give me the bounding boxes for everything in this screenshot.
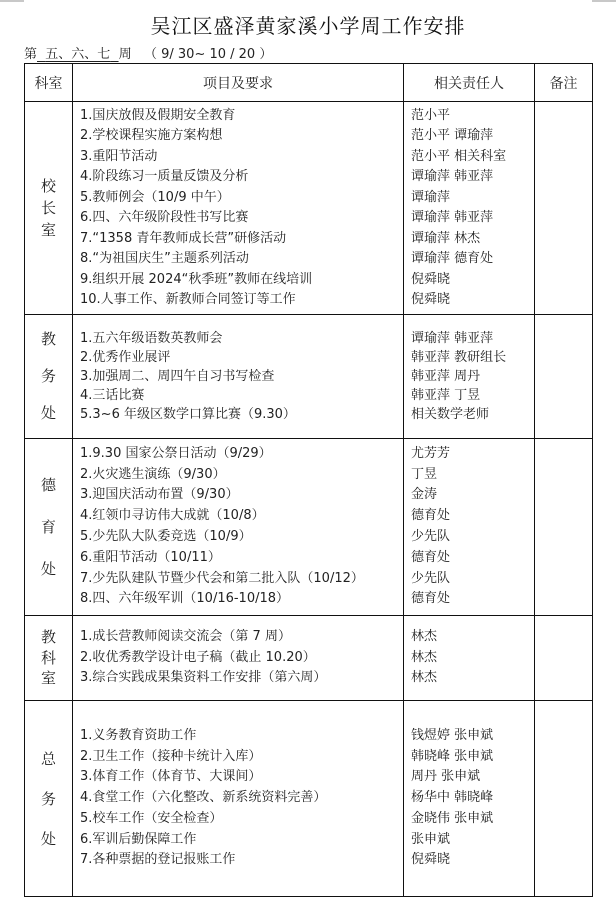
item: 2.火灾逃生演练（9/30） bbox=[80, 466, 226, 482]
responsible: 金晓伟 张申斌 bbox=[411, 810, 494, 826]
item: 3.综合实践成果集资料工作安排（第六周） bbox=[80, 670, 327, 686]
item: 5.教师例会（10/9 中午） bbox=[80, 189, 230, 205]
item: 3.加强周二、周四午自习书写检查 bbox=[80, 369, 275, 384]
responsible-cell bbox=[404, 701, 535, 897]
item: 7.少先队建队节暨少代会和第二批入队（10/12） bbox=[80, 570, 364, 586]
section-general-affairs bbox=[25, 701, 593, 897]
responsible-cell bbox=[404, 439, 535, 616]
item: 4.红领巾寻访伟大成就（10/8） bbox=[80, 508, 265, 524]
dept-cell bbox=[25, 701, 73, 897]
item: 4.阶段练习一质量反馈及分析 bbox=[80, 169, 249, 184]
dept-char: 务 bbox=[40, 789, 56, 808]
notes-cell bbox=[535, 439, 593, 616]
items-cell bbox=[73, 701, 404, 897]
dept-char: 教 bbox=[40, 330, 56, 348]
responsible: 林杰 bbox=[411, 649, 438, 665]
responsible: 德育处 bbox=[411, 591, 451, 607]
header-dept: 科室 bbox=[25, 64, 73, 102]
week-numbers bbox=[37, 47, 119, 62]
dept-char: 育 bbox=[40, 518, 56, 536]
item: 3.重阳节活动 bbox=[80, 148, 158, 164]
dept-char: 教 bbox=[40, 628, 56, 647]
notes-cell bbox=[535, 102, 593, 315]
responsible: 谭瑜萍 bbox=[411, 189, 451, 205]
item: 3.迎国庆活动布置（9/30） bbox=[80, 487, 239, 503]
section-academic-affairs bbox=[25, 315, 593, 439]
schedule-table bbox=[24, 63, 593, 897]
responsible: 林杰 bbox=[411, 670, 438, 686]
responsible: 丁昱 bbox=[411, 466, 438, 482]
document-title: 吴江区盛泽黄家溪小学周工作安排 bbox=[150, 14, 466, 38]
section-moral-education bbox=[25, 439, 593, 616]
responsible: 谭瑜萍 韩亚萍 bbox=[411, 169, 494, 184]
items-cell bbox=[73, 439, 404, 616]
responsible: 尤芳芳 bbox=[411, 445, 451, 461]
responsible: 谭瑜萍 韩亚萍 bbox=[411, 331, 494, 346]
dept-char: 德 bbox=[40, 476, 56, 494]
item: 1.五六年级语数英教师会 bbox=[80, 331, 223, 346]
week-numbers-text: 五、六、七 bbox=[45, 47, 111, 62]
item: 2.卫生工作（接种卡统计入库） bbox=[80, 748, 262, 764]
items-cell bbox=[73, 102, 404, 315]
responsible: 杨华中 韩晓峰 bbox=[411, 790, 494, 806]
item: 3.体育工作（体育节、大课间） bbox=[80, 769, 262, 785]
dept-char: 室 bbox=[40, 669, 56, 688]
section-principal-office bbox=[25, 102, 593, 315]
week-suffix: 周 bbox=[118, 47, 132, 62]
item: 2.优秀作业展评 bbox=[80, 350, 171, 365]
responsible: 谭瑜萍 德育处 bbox=[411, 251, 494, 266]
week-range-line bbox=[24, 43, 272, 62]
dept-char: 处 bbox=[40, 829, 56, 848]
item: 10.人事工作、新教师合同签订等工作 bbox=[80, 292, 296, 307]
item: 4.三话比赛 bbox=[80, 388, 145, 403]
dept-char: 科 bbox=[40, 648, 56, 667]
section-research-office bbox=[25, 616, 593, 701]
responsible: 倪舜晓 bbox=[411, 292, 451, 307]
item: 6.重阳节活动（10/11） bbox=[80, 549, 221, 565]
item: 1.国庆放假及假期安全教育 bbox=[80, 107, 236, 123]
item: 4.食堂工作（六化整改、新系统资料完善） bbox=[80, 790, 327, 806]
responsible: 少先队 bbox=[411, 570, 451, 586]
item: 2.学校课程实施方案构想 bbox=[80, 128, 223, 143]
item: 9.组织开展 2024“秋季班”教师在线培训 bbox=[80, 271, 313, 287]
dept-char: 总 bbox=[40, 749, 56, 768]
responsible: 钱煜婷 张申斌 bbox=[411, 727, 494, 743]
responsible: 韩亚萍 丁昱 bbox=[411, 388, 481, 403]
dept-char: 处 bbox=[40, 404, 56, 422]
responsible: 谭瑜萍 林杰 bbox=[411, 230, 481, 246]
item: 5.校车工作（安全检查） bbox=[80, 810, 223, 826]
responsible: 德育处 bbox=[411, 549, 451, 565]
dept-cell bbox=[25, 315, 73, 439]
header-row bbox=[25, 64, 593, 102]
header-items: 项目及要求 bbox=[73, 64, 404, 102]
responsible: 范小平 bbox=[411, 107, 451, 123]
responsible: 韩晓峰 张申斌 bbox=[411, 748, 494, 764]
dept-cell bbox=[25, 616, 73, 701]
item: 2.收优秀教学设计电子稿（截止 10.20） bbox=[80, 649, 316, 665]
responsible: 少先队 bbox=[411, 529, 451, 544]
responsible: 张申斌 bbox=[411, 831, 451, 847]
notes-cell bbox=[535, 315, 593, 439]
responsible: 谭瑜萍 韩亚萍 bbox=[411, 210, 494, 225]
responsible: 相关数学老师 bbox=[411, 407, 490, 422]
responsible: 倪舜晓 bbox=[411, 852, 451, 868]
dept-cell bbox=[25, 102, 73, 315]
dept-cell bbox=[25, 439, 73, 616]
responsible: 金涛 bbox=[411, 487, 438, 503]
date-range: （ 9/ 30~ 10 / 20 ） bbox=[143, 47, 273, 62]
dept-char: 长 bbox=[40, 199, 56, 217]
header-responsible: 相关责任人 bbox=[404, 64, 535, 102]
responsible: 林杰 bbox=[411, 629, 438, 645]
item: 1.成长营教师阅读交流会（第 7 周） bbox=[80, 629, 291, 645]
responsible: 周丹 张申斌 bbox=[411, 769, 481, 785]
item: 6.军训后勤保障工作 bbox=[80, 831, 197, 847]
responsible: 德育处 bbox=[411, 508, 451, 524]
dept-char: 处 bbox=[40, 560, 56, 578]
items-cell bbox=[73, 315, 404, 439]
responsible: 范小平 谭瑜萍 bbox=[411, 128, 494, 143]
responsible-cell bbox=[404, 315, 535, 439]
item: 8.四、六年级军训（10/16-10/18） bbox=[80, 591, 290, 607]
item: 5.3~6 年级区数学口算比赛（9.30） bbox=[80, 407, 296, 422]
crop-mark-left bbox=[0, 0, 24, 2]
item: 8.“为祖国庆生”主题系列活动 bbox=[80, 251, 249, 266]
items-cell bbox=[73, 616, 404, 701]
header-notes: 备注 bbox=[535, 64, 593, 102]
responsible: 倪舜晓 bbox=[411, 271, 451, 287]
responsible: 范小平 相关科室 bbox=[411, 148, 507, 164]
responsible: 韩亚萍 教研组长 bbox=[411, 350, 507, 365]
item: 6.四、六年级阶段性书写比赛 bbox=[80, 210, 249, 225]
dept-char: 务 bbox=[40, 367, 56, 385]
responsible-cell bbox=[404, 616, 535, 701]
item: 5.少先队大队委竞选（10/9） bbox=[80, 529, 252, 544]
dept-char: 室 bbox=[40, 221, 56, 239]
notes-cell bbox=[535, 616, 593, 701]
item: 1.义务教育资助工作 bbox=[80, 727, 197, 743]
notes-cell bbox=[535, 701, 593, 897]
item: 7.“1358 青年教师成长营”研修活动 bbox=[80, 230, 287, 246]
item: 1.9.30 国家公祭日活动（9/29） bbox=[80, 445, 272, 461]
crop-mark-right bbox=[592, 0, 616, 2]
responsible: 韩亚萍 周丹 bbox=[411, 369, 481, 384]
responsible-cell bbox=[404, 102, 535, 315]
week-prefix: 第 bbox=[24, 47, 38, 62]
item: 7.各种票据的登记报账工作 bbox=[80, 852, 236, 868]
dept-char: 校 bbox=[40, 177, 56, 195]
